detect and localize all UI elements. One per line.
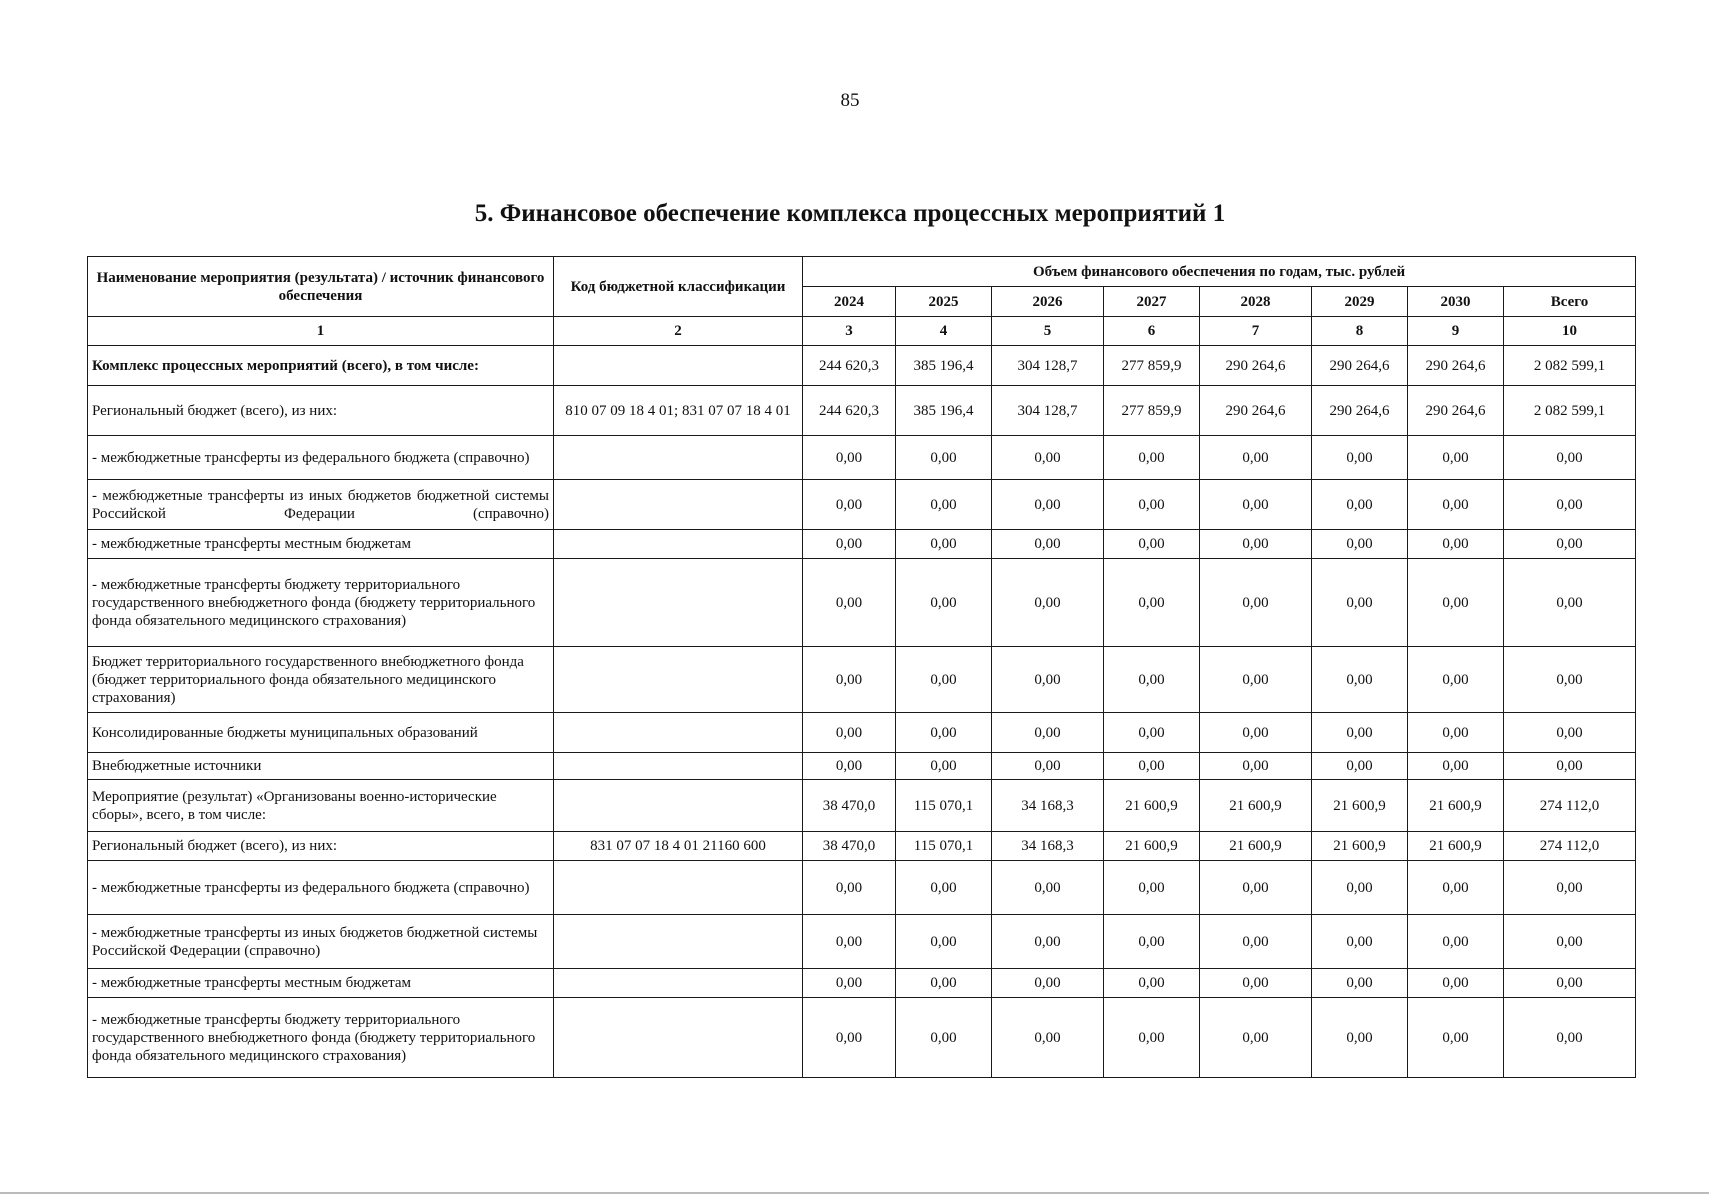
- row-year-value: 0,00: [1200, 647, 1312, 713]
- row-year-value: 0,00: [1408, 915, 1504, 969]
- row-year-value: 0,00: [1312, 998, 1408, 1078]
- row-year-value: 21 600,9: [1200, 780, 1312, 832]
- row-year-value: 385 196,4: [896, 386, 992, 436]
- header-year: 2029: [1312, 287, 1408, 317]
- row-year-value: 0,00: [1104, 753, 1200, 780]
- row-name: Региональный бюджет (всего), из них:: [88, 386, 554, 436]
- row-code: [554, 969, 803, 998]
- row-name: Консолидированные бюджеты муниципальных образований: [88, 713, 554, 753]
- row-year-value: 0,00: [1200, 753, 1312, 780]
- row-year-value: 0,00: [1200, 436, 1312, 480]
- row-year-value: 0,00: [1408, 647, 1504, 713]
- table-row: [88, 915, 1636, 969]
- row-year-value: 0,00: [896, 915, 992, 969]
- row-name: - межбюджетные трансферты из федерального бюджета (справочно): [88, 436, 554, 480]
- row-total-value: 274 112,0: [1504, 780, 1636, 832]
- row-year-value: 0,00: [1408, 530, 1504, 559]
- row-year-value: 0,00: [992, 559, 1104, 647]
- row-total-value: 0,00: [1504, 753, 1636, 780]
- column-number: 5: [992, 317, 1104, 346]
- row-year-value: 34 168,3: [992, 780, 1104, 832]
- row-year-value: 0,00: [992, 530, 1104, 559]
- row-year-value: 0,00: [803, 480, 896, 530]
- row-year-value: 0,00: [992, 915, 1104, 969]
- table-row: [88, 436, 1636, 480]
- row-year-value: 0,00: [803, 915, 896, 969]
- table-row: [88, 753, 1636, 780]
- row-year-value: 290 264,6: [1312, 346, 1408, 386]
- row-year-value: 0,00: [896, 480, 992, 530]
- row-year-value: 0,00: [1104, 647, 1200, 713]
- row-year-value: 0,00: [1312, 559, 1408, 647]
- row-code: [554, 780, 803, 832]
- column-number: 10: [1504, 317, 1636, 346]
- row-year-value: 0,00: [896, 647, 992, 713]
- row-year-value: 0,00: [992, 436, 1104, 480]
- row-total-value: 0,00: [1504, 861, 1636, 915]
- row-year-value: 0,00: [896, 530, 992, 559]
- row-year-value: 0,00: [1104, 436, 1200, 480]
- row-year-value: 0,00: [803, 998, 896, 1078]
- row-year-value: 0,00: [803, 969, 896, 998]
- row-code: [554, 480, 803, 530]
- row-year-value: 0,00: [803, 647, 896, 713]
- row-code: [554, 559, 803, 647]
- row-year-value: 0,00: [1312, 861, 1408, 915]
- row-code: [554, 530, 803, 559]
- row-year-value: 0,00: [896, 559, 992, 647]
- row-total-value: 0,00: [1504, 969, 1636, 998]
- row-year-value: 0,00: [1408, 753, 1504, 780]
- row-year-value: 277 859,9: [1104, 386, 1200, 436]
- row-total-value: 0,00: [1504, 998, 1636, 1078]
- row-year-value: 0,00: [803, 753, 896, 780]
- table-row: [88, 832, 1636, 861]
- table-row: [88, 861, 1636, 915]
- row-year-value: 385 196,4: [896, 346, 992, 386]
- table-row: [88, 530, 1636, 559]
- row-year-value: 0,00: [803, 861, 896, 915]
- row-total-value: 0,00: [1504, 530, 1636, 559]
- header-code-col: Код бюджетной классификации: [554, 257, 803, 317]
- row-year-value: 0,00: [1312, 915, 1408, 969]
- table-row: [88, 346, 1636, 386]
- column-number: 9: [1408, 317, 1504, 346]
- row-year-value: 0,00: [896, 753, 992, 780]
- row-year-value: 304 128,7: [992, 346, 1104, 386]
- scan-edge-line: [0, 1192, 1709, 1194]
- column-number: 2: [554, 317, 803, 346]
- row-name: - межбюджетные трансферты из иных бюджетов бюджетной системы Российской Федерации (справочно): [88, 915, 554, 969]
- row-year-value: 0,00: [896, 436, 992, 480]
- row-year-value: 0,00: [1104, 480, 1200, 530]
- table-row: [88, 480, 1636, 530]
- row-name: Мероприятие (результат) «Организованы военно-исторические сборы», всего, в том числе:: [88, 780, 554, 832]
- row-year-value: 0,00: [803, 436, 896, 480]
- header-row-1: [88, 257, 1636, 287]
- row-year-value: 0,00: [1312, 969, 1408, 998]
- row-year-value: 0,00: [803, 559, 896, 647]
- row-total-value: 274 112,0: [1504, 832, 1636, 861]
- row-year-value: 304 128,7: [992, 386, 1104, 436]
- table-row: [88, 647, 1636, 713]
- row-year-value: 0,00: [1200, 861, 1312, 915]
- row-year-value: 0,00: [1312, 753, 1408, 780]
- row-total-value: 0,00: [1504, 480, 1636, 530]
- header-year: 2024: [803, 287, 896, 317]
- row-year-value: 0,00: [1312, 530, 1408, 559]
- column-number: 6: [1104, 317, 1200, 346]
- row-year-value: 0,00: [1200, 915, 1312, 969]
- column-number: 4: [896, 317, 992, 346]
- row-year-value: 244 620,3: [803, 346, 896, 386]
- row-total-value: 0,00: [1504, 647, 1636, 713]
- row-name: Внебюджетные источники: [88, 753, 554, 780]
- row-year-value: 0,00: [1312, 713, 1408, 753]
- header-year: 2025: [896, 287, 992, 317]
- row-name: - межбюджетные трансферты бюджету территориального государственного внебюджетного фонда (бюджету территориального фонда обязательного медицинского страхования): [88, 998, 554, 1078]
- row-name: Комплекс процессных мероприятий (всего), в том числе:: [88, 346, 554, 386]
- row-year-value: 0,00: [803, 530, 896, 559]
- row-year-value: 0,00: [1408, 480, 1504, 530]
- column-number: 8: [1312, 317, 1408, 346]
- row-year-value: 21 600,9: [1408, 780, 1504, 832]
- row-year-value: 290 264,6: [1408, 386, 1504, 436]
- row-year-value: 21 600,9: [1408, 832, 1504, 861]
- row-year-value: 0,00: [1200, 998, 1312, 1078]
- row-total-value: 2 082 599,1: [1504, 346, 1636, 386]
- row-year-value: 0,00: [1104, 861, 1200, 915]
- column-number: 7: [1200, 317, 1312, 346]
- row-year-value: 0,00: [1104, 713, 1200, 753]
- header-year: 2028: [1200, 287, 1312, 317]
- header-year: 2026: [992, 287, 1104, 317]
- row-total-value: 2 082 599,1: [1504, 386, 1636, 436]
- row-year-value: 115 070,1: [896, 832, 992, 861]
- row-year-value: 0,00: [1312, 436, 1408, 480]
- row-year-value: 290 264,6: [1200, 386, 1312, 436]
- row-year-value: 0,00: [992, 647, 1104, 713]
- row-code: [554, 647, 803, 713]
- row-year-value: 0,00: [896, 998, 992, 1078]
- row-year-value: 0,00: [1408, 998, 1504, 1078]
- row-year-value: 0,00: [1312, 480, 1408, 530]
- header-name-col: Наименование мероприятия (результата) / источник финансового обеспечения: [88, 257, 554, 317]
- row-year-value: 21 600,9: [1104, 832, 1200, 861]
- row-year-value: 38 470,0: [803, 780, 896, 832]
- row-total-value: 0,00: [1504, 713, 1636, 753]
- row-name: - межбюджетные трансферты местным бюджетам: [88, 969, 554, 998]
- row-name: - межбюджетные трансферты бюджету территориального государственного внебюджетного фонда (бюджету территориального фонда обязательного медицинского страхования): [88, 559, 554, 647]
- row-year-value: 21 600,9: [1200, 832, 1312, 861]
- row-year-value: 290 264,6: [1408, 346, 1504, 386]
- row-code: [554, 713, 803, 753]
- document-title: 5. Финансовое обеспечение комплекса процессных мероприятий 1: [474, 200, 1226, 227]
- row-code: [554, 861, 803, 915]
- row-year-value: 0,00: [1200, 530, 1312, 559]
- header-volume-group: Объем финансового обеспечения по годам, тыс. рублей: [803, 257, 1636, 287]
- row-year-value: 244 620,3: [803, 386, 896, 436]
- row-name: - межбюджетные трансферты местным бюджетам: [88, 530, 554, 559]
- row-year-value: 0,00: [1312, 647, 1408, 713]
- table-row: [88, 998, 1636, 1078]
- row-code: [554, 436, 803, 480]
- row-year-value: 290 264,6: [1312, 386, 1408, 436]
- row-year-value: 0,00: [992, 713, 1104, 753]
- row-code: 831 07 07 18 4 01 21160 600: [554, 832, 803, 861]
- row-year-value: 0,00: [803, 713, 896, 753]
- row-year-value: 115 070,1: [896, 780, 992, 832]
- row-total-value: 0,00: [1504, 559, 1636, 647]
- column-number: 1: [88, 317, 554, 346]
- row-year-value: 0,00: [1408, 559, 1504, 647]
- row-code: [554, 753, 803, 780]
- row-year-value: 34 168,3: [992, 832, 1104, 861]
- header-total: Всего: [1504, 287, 1636, 317]
- row-year-value: 21 600,9: [1312, 780, 1408, 832]
- row-year-value: 0,00: [1200, 559, 1312, 647]
- row-total-value: 0,00: [1504, 915, 1636, 969]
- row-year-value: 0,00: [1104, 998, 1200, 1078]
- row-year-value: 0,00: [1200, 713, 1312, 753]
- table-row: [88, 780, 1636, 832]
- row-name: - межбюджетные трансферты из федерального бюджета (справочно): [88, 861, 554, 915]
- table-row: [88, 559, 1636, 647]
- row-code: [554, 998, 803, 1078]
- row-year-value: 21 600,9: [1312, 832, 1408, 861]
- row-name: Бюджет территориального государственного внебюджетного фонда (бюджет территориального фонда обязательного медицинского страхования): [88, 647, 554, 713]
- row-year-value: 0,00: [1104, 559, 1200, 647]
- row-year-value: 290 264,6: [1200, 346, 1312, 386]
- row-year-value: 0,00: [992, 861, 1104, 915]
- row-year-value: 0,00: [896, 861, 992, 915]
- row-year-value: 38 470,0: [803, 832, 896, 861]
- row-total-value: 0,00: [1504, 436, 1636, 480]
- header-year: 2027: [1104, 287, 1200, 317]
- row-year-value: 21 600,9: [1104, 780, 1200, 832]
- column-number: 3: [803, 317, 896, 346]
- row-year-value: 0,00: [1408, 436, 1504, 480]
- row-code: [554, 915, 803, 969]
- financing-table: [87, 256, 1636, 1078]
- row-name: - межбюджетные трансферты из иных бюджетов бюджетной системы Российской Федерации (справочно): [88, 480, 554, 530]
- table-row: [88, 386, 1636, 436]
- row-year-value: 0,00: [1104, 915, 1200, 969]
- row-year-value: 0,00: [1104, 969, 1200, 998]
- row-year-value: 0,00: [992, 753, 1104, 780]
- row-year-value: 0,00: [1200, 480, 1312, 530]
- row-year-value: 0,00: [1408, 969, 1504, 998]
- table-row: [88, 969, 1636, 998]
- row-year-value: 0,00: [1104, 530, 1200, 559]
- row-code: 810 07 09 18 4 01; 831 07 07 18 4 01: [554, 386, 803, 436]
- column-number-row: [88, 317, 1636, 346]
- table-row: [88, 713, 1636, 753]
- row-year-value: 0,00: [1408, 861, 1504, 915]
- row-year-value: 0,00: [1408, 713, 1504, 753]
- row-year-value: 0,00: [896, 713, 992, 753]
- header-year: 2030: [1408, 287, 1504, 317]
- row-year-value: 0,00: [896, 969, 992, 998]
- page-number: 85: [840, 90, 860, 111]
- row-year-value: 0,00: [992, 480, 1104, 530]
- row-code: [554, 346, 803, 386]
- row-year-value: 0,00: [1200, 969, 1312, 998]
- row-name: Региональный бюджет (всего), из них:: [88, 832, 554, 861]
- row-year-value: 0,00: [992, 998, 1104, 1078]
- row-year-value: 277 859,9: [1104, 346, 1200, 386]
- row-year-value: 0,00: [992, 969, 1104, 998]
